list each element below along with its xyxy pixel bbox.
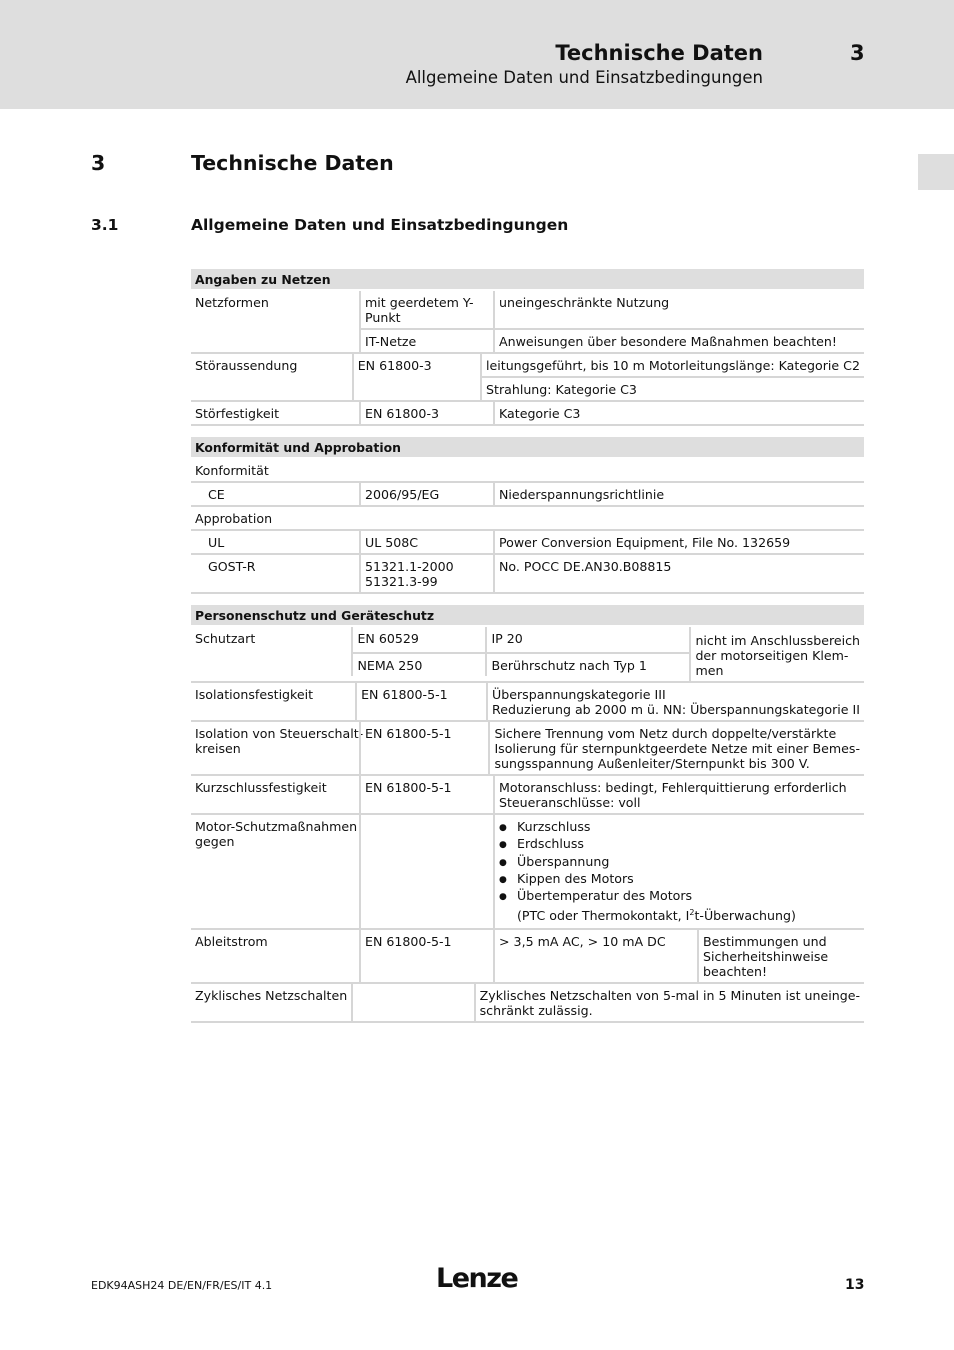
list-item: ● Kurzschluss [499, 819, 860, 836]
row-label: Ableitstrom [195, 933, 268, 949]
table-cell: Bestimmungen und Sicherheitshinweise beachten! [697, 930, 864, 982]
table-row [191, 984, 864, 1023]
table-cell: EN 61800-5-1 [359, 722, 488, 774]
table-cell: Sichere Trennung vom Netz durch doppelte/verstärkte Isolierung für sternpunktgeerdete Netze mit einer Bemes- sungsspannung Außenleiter/Sternpunkt bis 300 V. [488, 722, 864, 774]
table-schutz [191, 605, 864, 1023]
footer-document-id: EDK94ASH24 DE/EN/FR/ES/IT 4.1 [91, 1279, 273, 1292]
table-row [191, 555, 864, 594]
header-chapter-number: 3 [850, 41, 865, 65]
row-label: Schutzart [195, 631, 256, 646]
table-cell: Niederspannungsrichtlinie [493, 483, 864, 505]
row-label: Approbation [195, 511, 273, 526]
table-cell: mit geerdetem Y- Punkt [359, 291, 493, 328]
list-item: ● Übertemperatur des Motors [499, 888, 860, 905]
list-item: ● Überspannung [499, 854, 860, 871]
table-row [191, 776, 864, 815]
table-cell: Berührschutz nach Typ 1 [485, 654, 689, 676]
table-row [191, 507, 864, 531]
list-item: ● Erdschluss [499, 836, 860, 853]
table-cell: uneingeschränkte Nutzung [493, 291, 864, 328]
table-cell [351, 984, 473, 1021]
table-cell: No. POCC DE.AN30.B08815 [493, 555, 864, 592]
table-cell: Kategorie C3 [493, 402, 864, 424]
table-cell: Power Conversion Equipment, File No. 132659 [493, 531, 864, 553]
list-item: ● Kippen des Motors [499, 871, 860, 888]
table-cell: 2006/95/EG [359, 483, 493, 505]
table-row [191, 930, 864, 984]
table-cell: EN 61800-3 [359, 402, 493, 424]
table-row [191, 815, 864, 930]
table-cell: Strahlung: Kategorie C3 [486, 382, 637, 397]
header-title: Technische Daten [555, 41, 763, 65]
table-cell: Motoranschluss: bedingt, Fehlerquittierung erforderlich Steueranschlüsse: voll [493, 776, 864, 813]
table-row [191, 459, 864, 483]
table-row [191, 627, 864, 683]
heading1-text: Technische Daten [191, 151, 394, 175]
table-row [191, 354, 864, 402]
row-label: Netzformen [195, 295, 269, 310]
table-cell: EN 61800-5-1 [355, 683, 486, 720]
heading1-number: 3 [91, 151, 106, 175]
table-row [191, 683, 864, 722]
table-cell: IP 20 [485, 627, 689, 652]
table-cell: > 3,5 mA AC, > 10 mA DC [493, 930, 697, 982]
table-cell: Zyklisches Netzschalten von 5-mal in 5 Minuten ist uneinge- schränkt zulässig. [474, 984, 864, 1021]
table-row [191, 483, 864, 507]
table-cell: IT-Netze [359, 330, 493, 352]
list-item-continuation: (PTC oder Thermokontakt, $I^2t-Überwachung$) [517, 908, 796, 924]
row-label: Störfestigkeit [195, 406, 280, 421]
table-row [191, 531, 864, 555]
row-label: Konformität [195, 463, 269, 478]
row-label: Motor-Schutzmaßnahmen gegen [195, 819, 358, 849]
table-konformitaet [191, 437, 864, 594]
table-cell: EN 61800-3 [352, 354, 480, 400]
chapter-side-tab [918, 154, 954, 190]
row-label: UL [208, 535, 225, 550]
table-row [191, 402, 864, 426]
table-cell: UL 508C [359, 531, 493, 553]
page-number: 13 [845, 1277, 865, 1293]
table-cell: nicht im Anschlussbereich der motorseitigen Klem- men [689, 627, 864, 681]
table-cell: EN 61800-5-1 [359, 930, 493, 982]
table-section-title: Personenschutz und Geräteschutz [191, 605, 864, 627]
heading2-number: 3.1 [91, 216, 119, 234]
table-cell: EN 60529 [351, 627, 485, 652]
row-label: Isolation von Steuerschalt- kreisen [195, 726, 364, 756]
table-cell: Überspannungskategorie III Reduzierung ab 2000 m ü. NN: Überspannungskategorie II [486, 683, 864, 720]
table-cell [359, 815, 493, 928]
table-cell: NEMA 250 [351, 654, 485, 676]
row-label: Kurzschlussfestigkeit [195, 780, 327, 795]
row-label: CE [208, 487, 225, 502]
table-section-title: Konformität und Approbation [191, 437, 864, 459]
heading2-text: Allgemeine Daten und Einsatzbedingungen [191, 216, 569, 234]
table-section-title: Angaben zu Netzen [191, 269, 864, 291]
table-cell: 51321.1-2000 51321.3-99 [359, 555, 493, 592]
bullet-list [493, 815, 864, 928]
table-cell: leitungsgeführt, bis 10 m Motorleitungslänge: Kategorie C2 [486, 358, 860, 373]
row-label: Störaussendung [195, 358, 298, 373]
header-subtitle: Allgemeine Daten und Einsatzbedingungen [405, 68, 763, 87]
header-band [0, 0, 954, 109]
table-row [191, 291, 864, 354]
row-label: Isolationsfestigkeit [195, 687, 314, 702]
table-row [191, 722, 864, 776]
table-cell: EN 61800-5-1 [359, 776, 493, 813]
table-cell: Anweisungen über besondere Maßnahmen beachten! [493, 330, 864, 352]
lenze-logo: Lenze [436, 1263, 518, 1294]
row-label: Zyklisches Netzschalten [195, 987, 348, 1003]
table-netze [191, 269, 864, 426]
row-label: GOST-R [208, 559, 256, 574]
